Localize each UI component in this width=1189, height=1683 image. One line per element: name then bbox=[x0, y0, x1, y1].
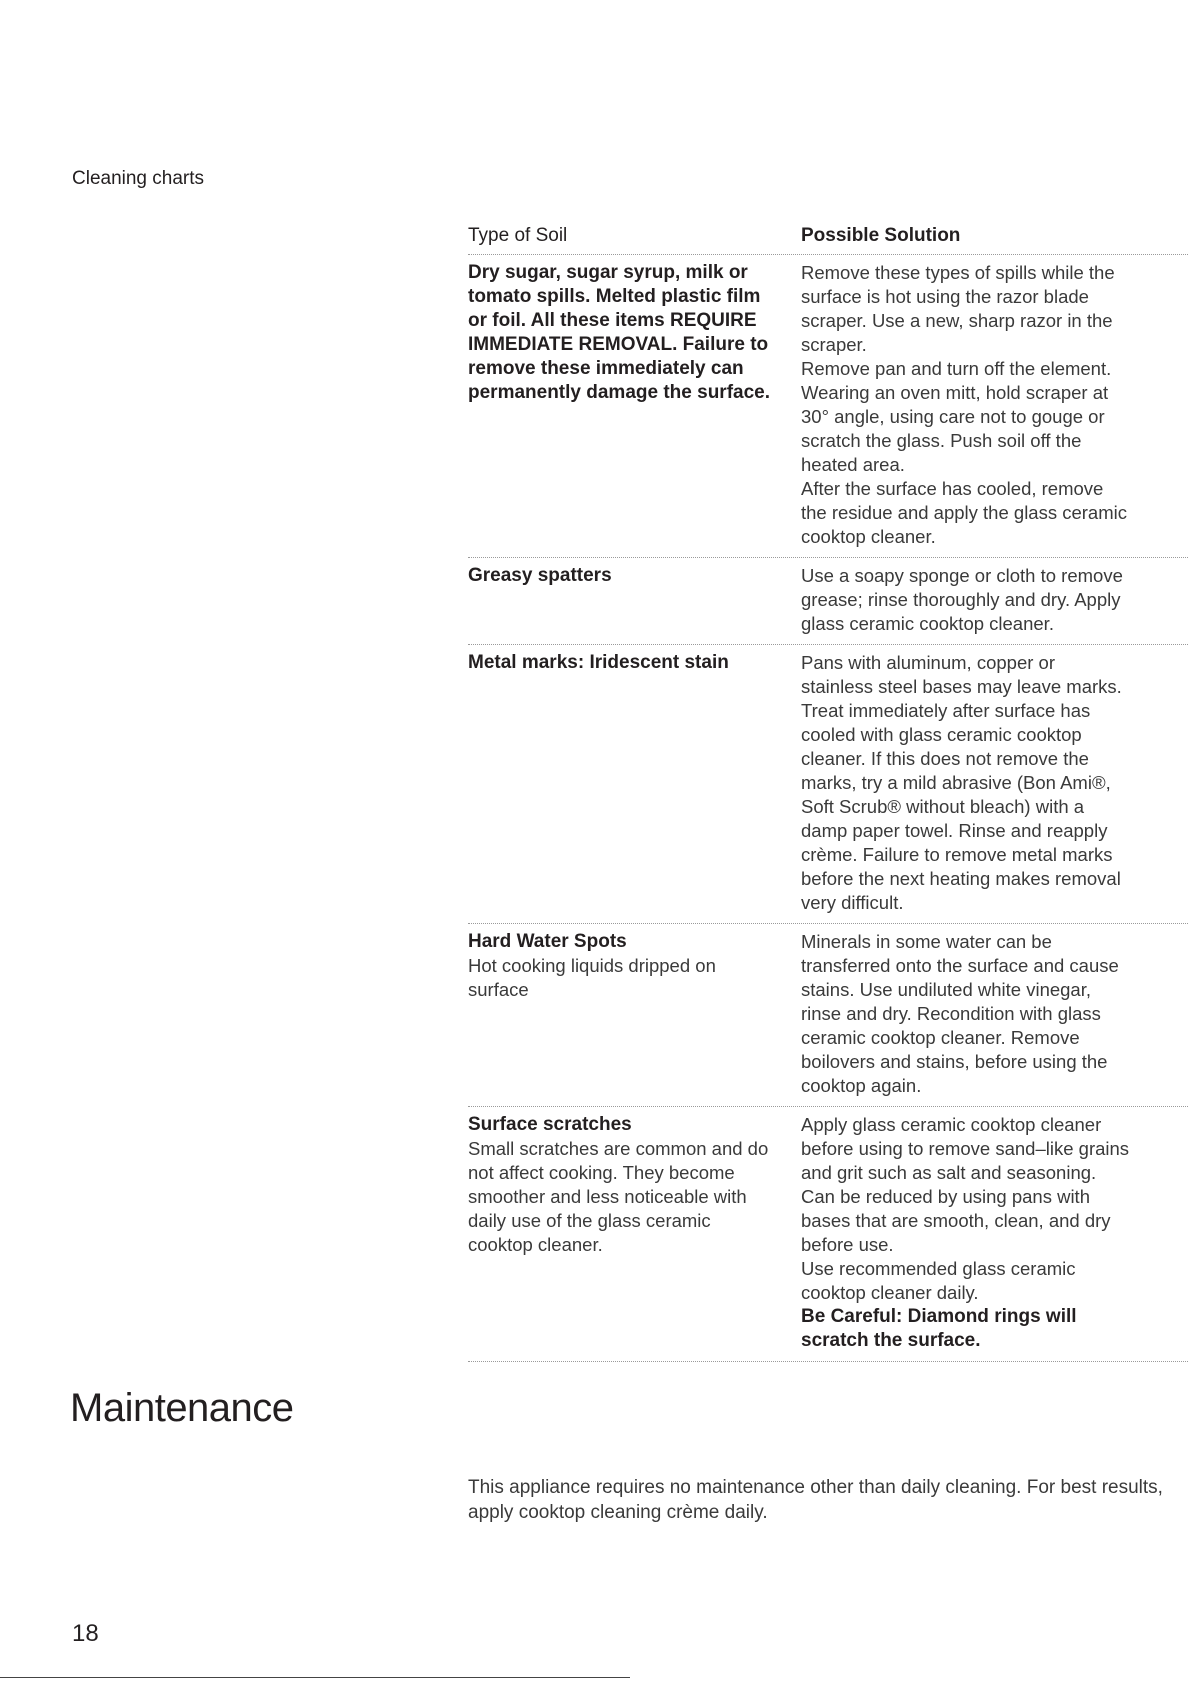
soil-cell bbox=[468, 1113, 801, 1353]
soil-subtitle: Hot cooking liquids dripped on surface bbox=[468, 955, 716, 1000]
solution-text: Minerals in some water can be transferred onto the surface and cause stains. Use undiluted white vinegar, rinse and dry. Recondition with glass ceramic cooktop cleaner. Remove boilovers and stains, before using the cooktop again. bbox=[801, 931, 1119, 1096]
bottom-divider bbox=[0, 1677, 630, 1678]
maintenance-heading: Maintenance bbox=[70, 1386, 294, 1430]
soil-title: Hard Water Spots bbox=[468, 931, 627, 952]
column-header-soil: Type of Soil bbox=[468, 225, 568, 246]
soil-title: Dry sugar, sugar syrup, milk or tomato spills. Melted plastic film or foil. All these items REQUIRE IMMEDIATE REMOVAL. Failure to remove these immediately can permanently damage the surface. bbox=[468, 262, 770, 403]
soil-title: Metal marks: Iridescent stain bbox=[468, 652, 729, 673]
table-row bbox=[468, 255, 1188, 558]
solution-cell bbox=[801, 261, 1188, 549]
table-row bbox=[468, 924, 1188, 1107]
solution-warning: Be Careful: Diamond rings will scratch the surface. bbox=[801, 1306, 1077, 1351]
cleaning-chart-table bbox=[468, 218, 1188, 1362]
solution-cell bbox=[801, 930, 1188, 1098]
page-number: 18 bbox=[72, 1620, 99, 1647]
soil-title: Greasy spatters bbox=[468, 565, 612, 586]
solution-cell bbox=[801, 564, 1188, 636]
soil-subtitle: Small scratches are common and do not affect cooking. They become smoother and less noticeable with daily use of the glass ceramic cooktop cleaner. bbox=[468, 1138, 769, 1255]
table-row bbox=[468, 645, 1188, 924]
table-row bbox=[468, 558, 1188, 645]
soil-cell bbox=[468, 651, 801, 915]
solution-text: Remove these types of spills while the surface is hot using the razor blade scraper. Use a new, sharp razor in the scraper. Remove pan and turn off the element. Wearing an oven mitt, hold scraper at 30° angle, using care not to gouge or scratch the glass. Push soil off the heated area. After the surface has cooled, remove the residue and apply the glass ceramic cooktop cleaner. bbox=[801, 262, 1127, 547]
soil-cell bbox=[468, 261, 801, 549]
column-header-solution: Possible Solution bbox=[801, 225, 961, 246]
solution-text: Use a soapy sponge or cloth to remove grease; rinse thoroughly and dry. Apply glass ceramic cooktop cleaner. bbox=[801, 565, 1123, 634]
solution-text: Pans with aluminum, copper or stainless steel bases may leave marks. Treat immediately after surface has cooled with glass ceramic cooktop cleaner. If this does not remove the marks, try a mild abrasive (Bon Ami®, Soft Scrub® without bleach) with a damp paper towel. Rinse and reapply crème. Failure to remove metal marks before the next heating makes removal very difficult. bbox=[801, 652, 1122, 913]
solution-text: Apply glass ceramic cooktop cleaner before using to remove sand–like grains and grit such as salt and seasoning. Can be reduced by using pans with bases that are smooth, clean, and dry before use. Use recommended glass ceramic cooktop cleaner daily. bbox=[801, 1114, 1130, 1303]
table-row bbox=[468, 1107, 1188, 1362]
table-header-row bbox=[468, 218, 1188, 255]
solution-cell bbox=[801, 651, 1188, 915]
soil-title: Surface scratches bbox=[468, 1114, 632, 1135]
section-label: Cleaning charts bbox=[72, 168, 205, 189]
solution-cell bbox=[801, 1113, 1188, 1353]
maintenance-paragraph: This appliance requires no maintenance other than daily cleaning. For best results, apply cooktop cleaning crème daily. bbox=[468, 1477, 1163, 1523]
soil-cell bbox=[468, 930, 801, 1098]
soil-cell bbox=[468, 564, 801, 636]
